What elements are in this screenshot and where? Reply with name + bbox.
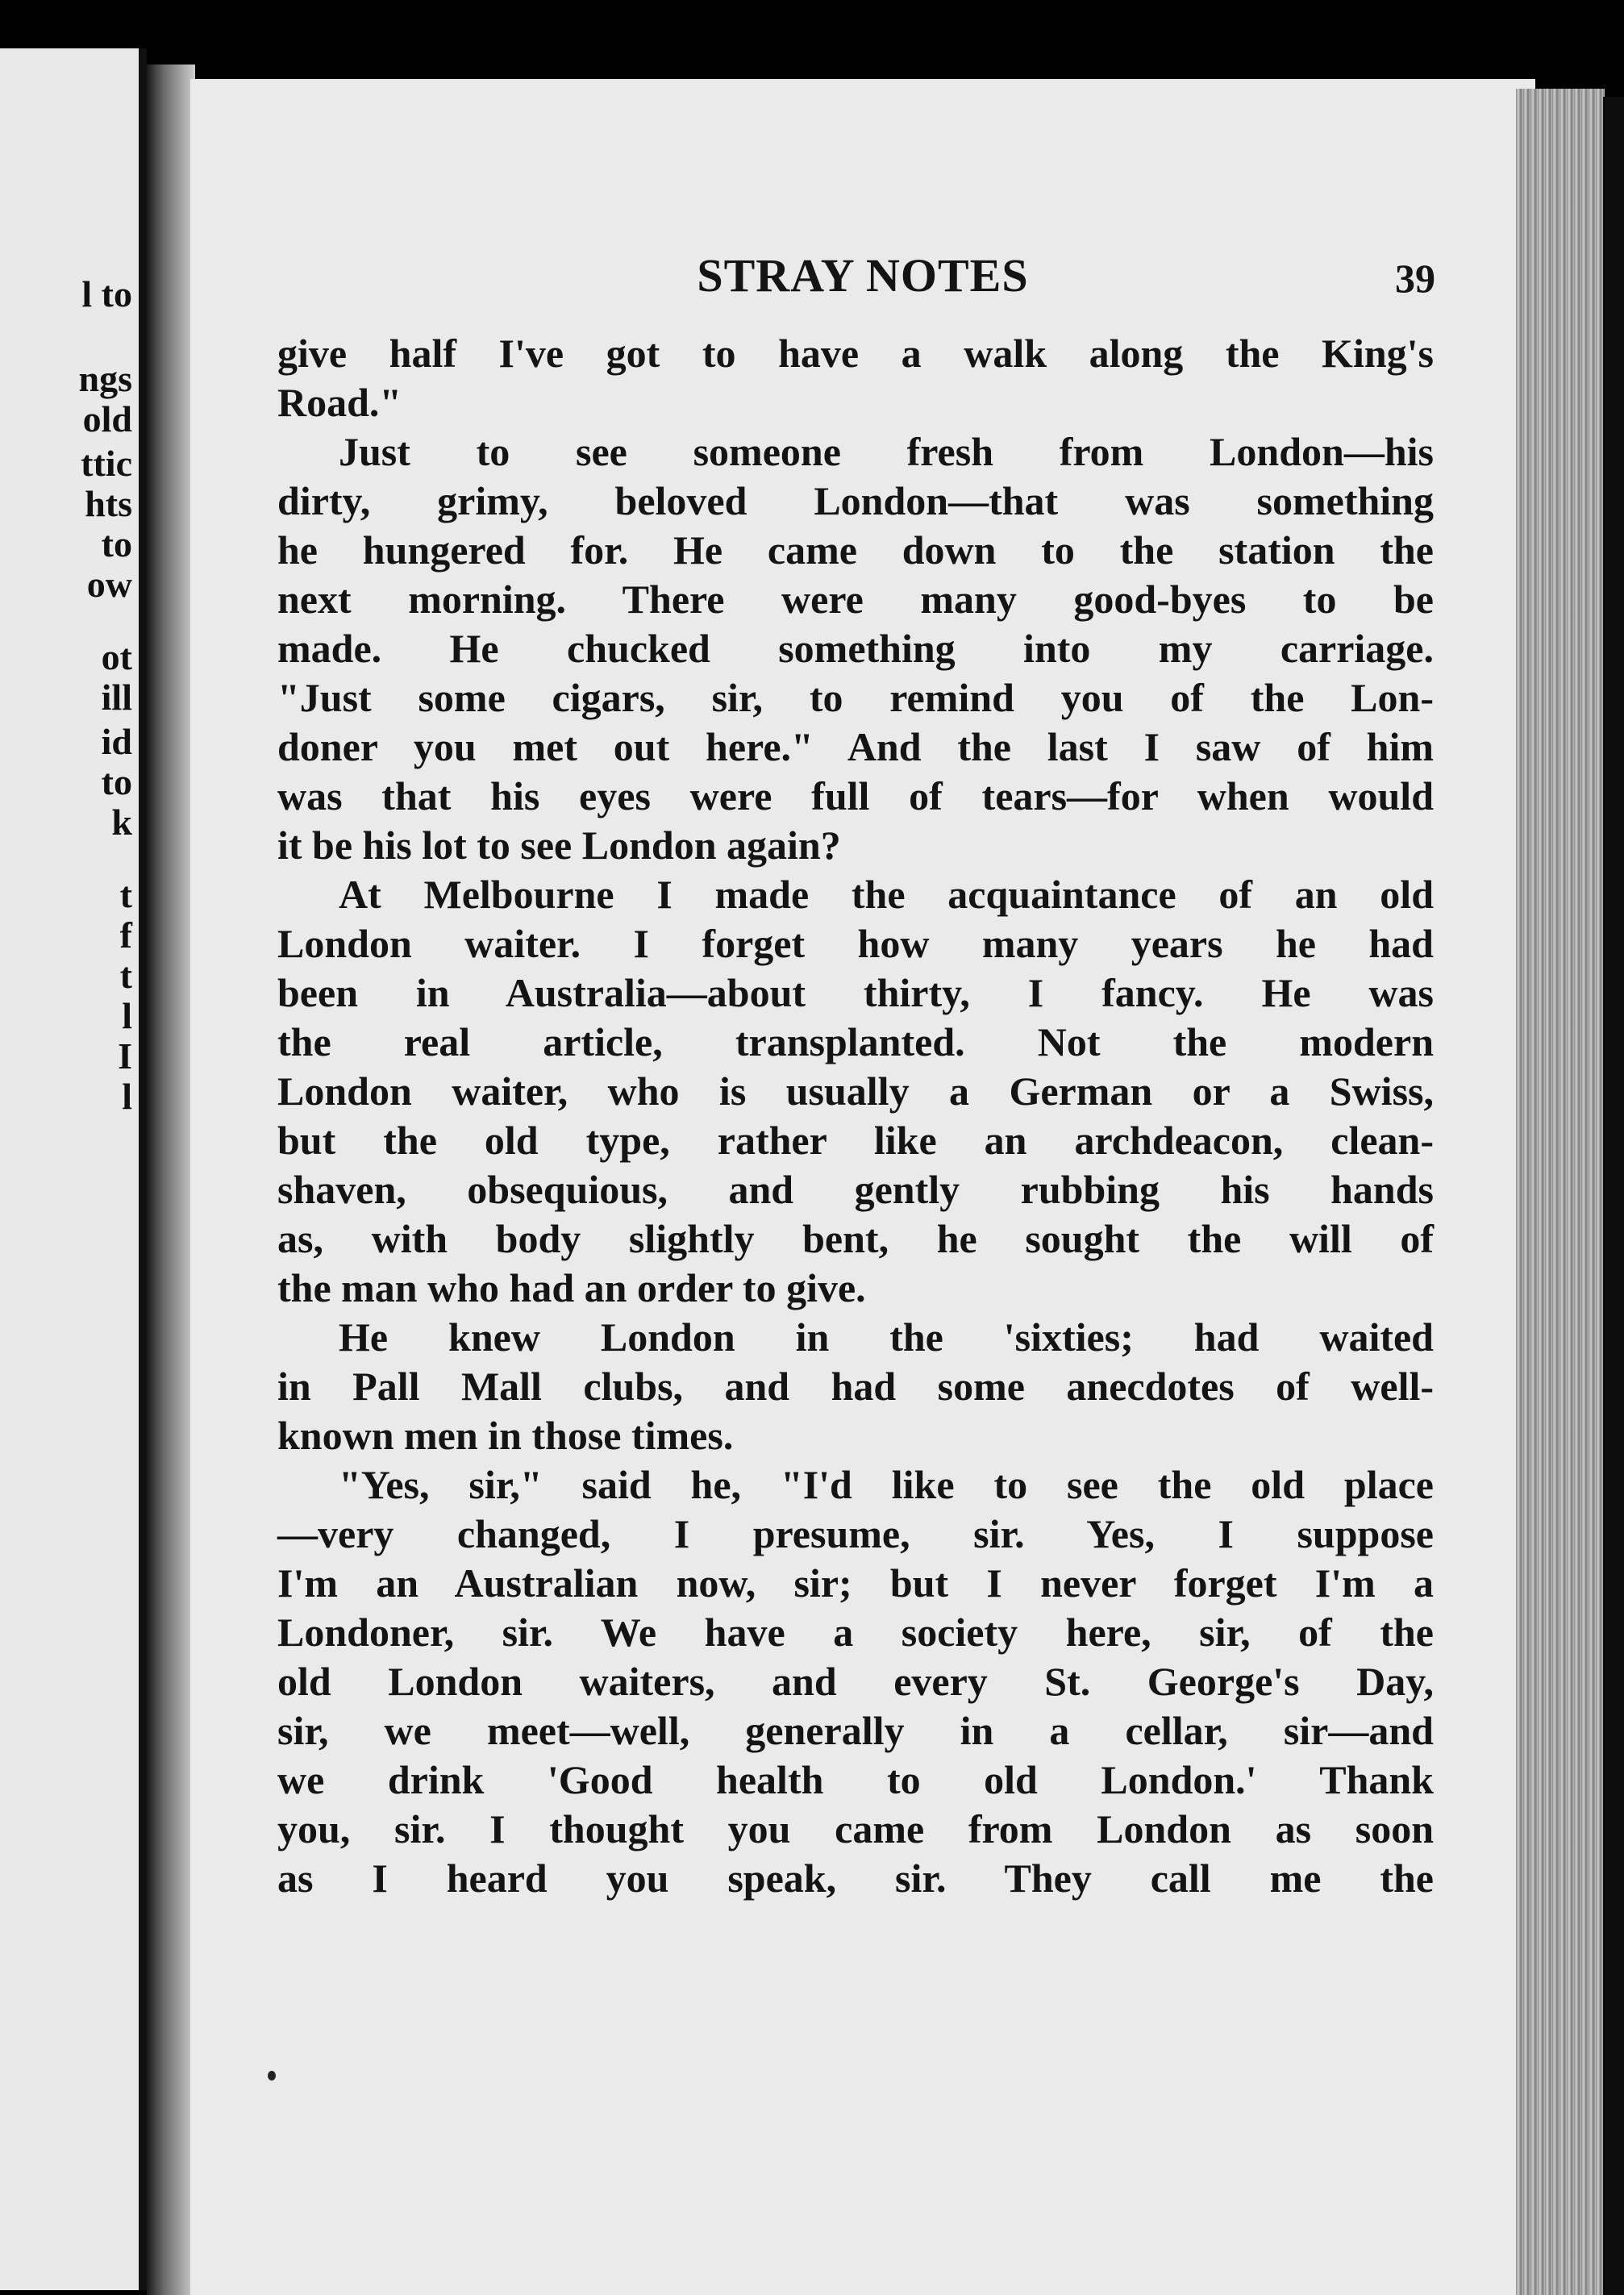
scan-speck	[268, 2071, 276, 2080]
text-line: dirty, grimy, beloved London—that was something	[277, 478, 1434, 523]
text-line: —very changed, I presume, sir. Yes, I suppose	[277, 1511, 1434, 1556]
previous-page-edge	[0, 48, 147, 2290]
paragraph	[277, 870, 1434, 1313]
previous-page-fragment: t	[119, 874, 132, 915]
text-line: sir, we meet—well, generally in a cellar, sir—and	[277, 1708, 1434, 1753]
book-page	[190, 79, 1535, 2295]
previous-page-fragment: to	[101, 523, 132, 564]
text-line: it be his lot to see London again?	[277, 823, 841, 868]
text-line: Londoner, sir. We have a society here, sir, of the	[277, 1610, 1434, 1655]
text-line: was that his eyes were full of tears—for when would	[277, 773, 1434, 818]
text-line: "Just some cigars, sir, to remind you of the Lon-	[277, 675, 1434, 720]
text-line: you, sir. I thought you came from London as soon	[277, 1806, 1434, 1851]
text-line: in Pall Mall clubs, and had some anecdotes of well-	[277, 1364, 1434, 1409]
text-line: he hungered for. He came down to the station the	[277, 527, 1434, 573]
previous-page-fragment: f	[119, 914, 132, 956]
running-title: STRAY NOTES	[697, 249, 1029, 302]
text-line: give half I've got to have a walk along the King's	[277, 331, 1434, 376]
text-line: He knew London in the 'sixties; had waited	[339, 1314, 1434, 1360]
previous-page-fragment: I	[118, 1035, 132, 1077]
page-edge-shadow	[1603, 97, 1624, 2295]
text-line: "Yes, sir," said he, "I'd like to see the old place	[339, 1462, 1434, 1507]
text-line: made. He chucked something into my carriage.	[277, 626, 1434, 671]
previous-page-fragment: ot	[101, 636, 132, 677]
paragraph	[277, 1313, 1434, 1460]
previous-page-fragment: hts	[85, 483, 132, 524]
text-line: we drink 'Good health to old London.' Thank	[277, 1757, 1434, 1802]
previous-page-fragment: l to	[81, 273, 132, 314]
text-line: London waiter. I forget how many years he had	[277, 921, 1434, 966]
paragraph	[277, 427, 1434, 870]
text-line: been in Australia—about thirty, I fancy. He was	[277, 970, 1434, 1015]
text-line: I'm an Australian now, sir; but I never forget I'm a	[277, 1560, 1434, 1606]
previous-page-fragment: ow	[86, 564, 132, 605]
text-line: At Melbourne I made the acquaintance of an old	[339, 872, 1434, 917]
body-text	[277, 329, 1434, 1903]
text-line: but the old type, rather like an archdeacon, clean-	[277, 1118, 1434, 1163]
text-line: London waiter, who is usually a German or a Swiss,	[277, 1068, 1434, 1114]
previous-page-fragment: old	[82, 398, 132, 439]
text-line: known men in those times.	[277, 1413, 734, 1458]
page-number: 39	[1395, 256, 1435, 301]
page-stack-edge	[1516, 89, 1605, 2295]
previous-page-fragment: k	[111, 802, 132, 843]
previous-page-fragment: ttic	[81, 443, 132, 484]
text-line: doner you met out here." And the last I saw of him	[277, 724, 1434, 769]
text-line: as I heard you speak, sir. They call me the	[277, 1856, 1434, 1901]
text-line: the real article, transplanted. Not the modern	[277, 1019, 1434, 1064]
paragraph	[277, 1460, 1434, 1903]
text-line: Road."	[277, 380, 402, 425]
previous-page-fragment: t	[119, 955, 132, 996]
text-line: Just to see someone fresh from London—his	[339, 429, 1434, 474]
paragraph	[277, 329, 1434, 427]
previous-page-fragment: to	[101, 761, 132, 802]
text-line: as, with body slightly bent, he sought the will of	[277, 1216, 1434, 1261]
previous-page-fragment: id	[101, 721, 132, 762]
text-line: the man who had an order to give.	[277, 1265, 866, 1310]
book-gutter	[147, 65, 195, 2295]
previous-page-fragment: l	[122, 995, 132, 1036]
text-line: shaven, obsequious, and gently rubbing his hands	[277, 1167, 1434, 1212]
previous-page-fragment: ill	[101, 677, 132, 718]
previous-page-fragment: ngs	[78, 358, 132, 399]
text-line: next morning. There were many good-byes to be	[277, 577, 1434, 622]
previous-page-fragment: l	[122, 1076, 132, 1117]
text-line: old London waiters, and every St. George's Day,	[277, 1659, 1434, 1704]
